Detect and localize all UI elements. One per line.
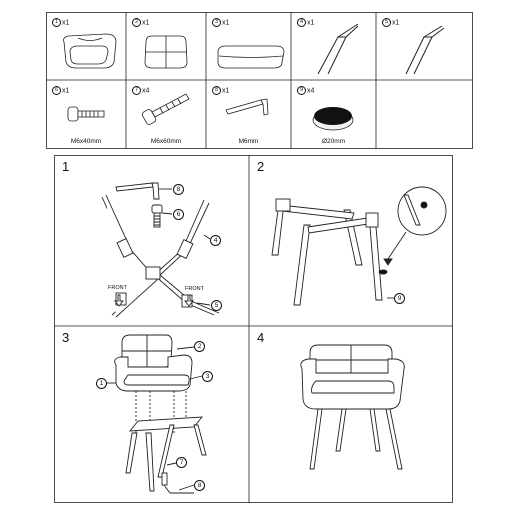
step-number-1: 1 (62, 159, 70, 174)
step3-callout-8: 8 (194, 480, 205, 491)
step-number-4: 4 (257, 330, 265, 345)
step1-callout-6: 6 (173, 209, 184, 220)
step3-callout-2: 2 (194, 341, 205, 352)
part-size-7: M6x60mm (150, 138, 182, 145)
step1-callout-8: 8 (173, 184, 184, 195)
step1-callout-5: 5 (211, 300, 222, 311)
step3-callout-3: 3 (202, 371, 213, 382)
short-bolt-icon (68, 107, 104, 121)
felt-pad-icon (313, 107, 353, 130)
part-label-1: 1 x1 (52, 18, 69, 27)
step-number-3: 3 (62, 330, 70, 345)
part-label-2: 2 x1 (132, 18, 149, 27)
step2-base-drawing (272, 187, 446, 305)
steps-drawings (54, 155, 453, 503)
step-number-2: 2 (257, 159, 265, 174)
part-label-9: 9 x4 (297, 86, 314, 95)
long-bolt-icon (141, 94, 189, 126)
seat-cushion-icon (218, 46, 284, 68)
part-size-8: M6mm (238, 138, 259, 145)
front-label-right: FRONT (185, 286, 204, 292)
assembly-steps-grid (54, 155, 453, 503)
step1-callout-4: 4 (210, 235, 221, 246)
part-label-6: 6 x1 (52, 86, 69, 95)
step3-callout-7: 7 (176, 457, 187, 468)
part-size-6: M6x40mm (70, 138, 102, 145)
seat-shell-icon (64, 34, 117, 68)
part-label-5: 5 x1 (382, 18, 399, 27)
leg-frame-left-icon (318, 24, 358, 74)
part-label-3: 3 x1 (212, 18, 229, 27)
step2-callout-9: 9 (394, 293, 405, 304)
front-label-left: FRONT (108, 285, 127, 291)
step3-callout-1: 1 (96, 378, 107, 389)
back-cushion-icon (145, 36, 187, 68)
allen-key-icon (226, 99, 268, 115)
parts-list-table (46, 12, 473, 149)
parts-grid-lines (46, 12, 473, 149)
steps-grid-lines (54, 155, 453, 503)
step1-frame-drawing (102, 183, 219, 317)
step3-assembly-drawing (106, 335, 206, 493)
part-label-7: 7 x4 (132, 86, 149, 95)
part-label-4: 4 x1 (297, 18, 314, 27)
step4-chair-drawing (301, 345, 404, 469)
part-label-8: 8 x1 (212, 86, 229, 95)
leg-frame-right-icon (406, 26, 444, 74)
part-size-9: Ø20mm (321, 138, 346, 145)
